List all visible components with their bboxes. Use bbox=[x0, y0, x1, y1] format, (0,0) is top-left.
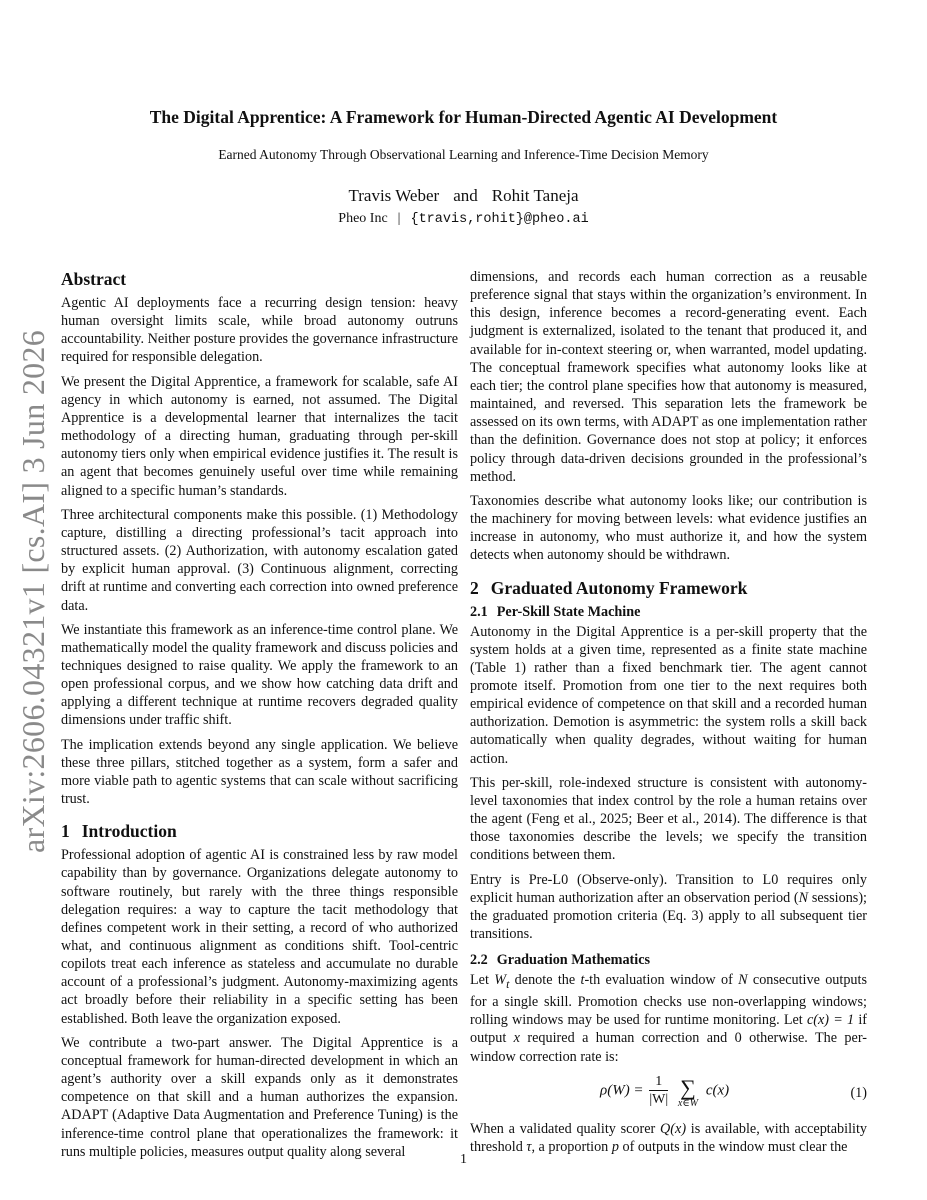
left-column bbox=[61, 268, 458, 1161]
math-expression: Q(x) bbox=[660, 1120, 687, 1137]
text-run: denote the bbox=[509, 972, 581, 989]
section-1-heading bbox=[61, 820, 458, 842]
intro-taxonomies-paragraph: Taxonomies describe what autonomy looks like; our contribution is the machinery for moving between levels: what evidence justifies an increase in autonomy, who must authorize it, and how the system detects when autonomy should be withdrawn. bbox=[470, 492, 867, 564]
text-run: if output bbox=[470, 1012, 867, 1047]
equation-1-formula bbox=[600, 1074, 729, 1108]
affiliation-org: Pheo Inc bbox=[338, 211, 388, 226]
section-2-number: 2 bbox=[470, 577, 479, 598]
paper-title: The Digital Apprentice: A Framework for Human-Directed Agentic AI Development bbox=[149, 107, 778, 127]
author-1: Travis Weber bbox=[348, 186, 440, 205]
equation-1-fraction bbox=[649, 1074, 668, 1108]
math-symbol: N bbox=[738, 972, 748, 989]
summation-sign bbox=[677, 1074, 699, 1109]
equation-1-rhs: c(x) bbox=[705, 1082, 730, 1099]
state-machine-paragraph-3 bbox=[470, 871, 867, 944]
graduation-paragraph-2 bbox=[470, 1120, 867, 1156]
abstract-paragraph-3: Three architectural components make this possible. (1) Methodology capture, distilling a directing professional’s tacit approach into structured assets. (2) Authorization, with autonomy escalation gated by explicit human approval. (3) Continuous alignment, correcting drift at runtime and converting each correction into owned preference data. bbox=[61, 506, 458, 614]
text-run: -th evaluation window of bbox=[584, 972, 739, 989]
math-expression: c(x) = 1 bbox=[806, 1012, 855, 1029]
affiliation-line bbox=[0, 211, 927, 227]
math-symbol: p bbox=[611, 1138, 619, 1155]
intro-continuation: dimensions, and records each human correction as a reusable preference signal that stays within the organization’s environment. In this design, inference becomes a record-generating event. Each judgment is externalized, isolated to the tenant that produced it, and available for in-context steering or, when warranted, model updating. The conceptual framework specifies what autonomy looks like at each tier; the control plane specifies how that autonomy is measured, maintained, and reversed. This separation lets the framework be assessed on its own terms, with ADAPT as one implementation rather than the definition. Governance does not stop at policy; it enforces policy through data-driven decisions grounded in the professional’s method. bbox=[470, 269, 867, 485]
abstract-paragraph-4: We instantiate this framework as an inference-time control plane. We mathematically model the quality framework and discuss policies and techniques designed to raise quality. We apply the framework to an open professional corpus, and we show how catching data drift and applying a different technique at runtime recovers degraded quality dimensions under traffic shift. bbox=[61, 621, 458, 729]
math-symbol: N bbox=[798, 889, 809, 906]
paper-subtitle: Earned Autonomy Through Observational Learning and Inference-Time Decision Memory bbox=[218, 147, 709, 162]
author-and: and bbox=[453, 186, 478, 205]
summation-index: x∈W bbox=[677, 1097, 699, 1109]
abstract-paragraph-2: We present the Digital Apprentice, a framework for scalable, safe AI agency in which autonomy is earned, not assumed. The Digital Apprentice is a developmental learner that internalizes the tacit methodology of a directing human, graduating through per-skill autonomy tiers only when empirical evidence justifies it. The result is an agent that becomes genuinely useful over time while remaining aligned to a specific human’s standards. bbox=[61, 373, 458, 499]
arxiv-stamp: arXiv:2606.04321v1 [cs.AI] 3 Jun 2026 bbox=[15, 329, 51, 853]
subsection-2-1-number: 2.1 bbox=[470, 603, 488, 620]
math-symbol: t bbox=[580, 972, 585, 989]
author-line bbox=[0, 186, 927, 206]
subsection-2-2-title: Graduation Mathematics bbox=[496, 952, 651, 969]
author-2: Rohit Taneja bbox=[491, 186, 579, 205]
math-symbol: W bbox=[494, 972, 507, 989]
intro-paragraph-1: Professional adoption of agentic AI is constrained less by raw model capability than by governance. Organizations delegate autonomy to software routinely, but rarely with the three things responsible delegation requires: a way to capture the tacit methodology that defines competent work in their setting, a record of who authorized what, and continuous alignment as conditions shift. Tool-centric copilots treat each inference as stateless and accumulate no durable account of a professional’s judgment. Autonomy-maximizing agents act broadly before their reliability in a specific setting has been established. Both leave the organization exposed. bbox=[61, 847, 458, 1027]
section-1-number: 1 bbox=[61, 821, 70, 842]
section-2-title: Graduated Autonomy Framework bbox=[490, 577, 748, 598]
text-run: When a validated quality scorer bbox=[470, 1120, 661, 1137]
math-symbol: τ bbox=[526, 1138, 532, 1155]
abstract-heading: Abstract bbox=[61, 269, 127, 289]
sigma-symbol: ∑ bbox=[680, 1074, 696, 1100]
subsection-2-1-title: Per-Skill State Machine bbox=[496, 603, 641, 620]
state-machine-paragraph-2: This per-skill, role-indexed structure is consistent with autonomy-level taxonomies that index control by the role a human retains over the agent (Feng et al., 2025; Beer et al., 2014). The difference is that those taxonomies describe the levels; we specify the transition conditions between them. bbox=[470, 774, 867, 864]
right-column bbox=[470, 268, 867, 1156]
graduation-paragraph-1 bbox=[470, 971, 867, 1066]
equation-1-lhs: ρ(W) = bbox=[600, 1082, 644, 1099]
text-run: sessions); the graduated promotion criteria (Eq. 3) apply to all subsequent tier transitions. bbox=[470, 889, 867, 942]
intro-paragraph-2: We contribute a two-part answer. The Digital Apprentice is a conceptual framework for human-directed development in which an agent’s authority over a skill expands only as it demonstrates competence on that skill and a human authorizes the expansion. ADAPT (Adaptive Data Augmentation and Preference Tuning) is the inference-time control plane that operationalizes the framework: it runs multiple policies, measures output quality along several bbox=[61, 1034, 458, 1160]
math-subscript: t bbox=[506, 976, 510, 991]
fraction-numerator: 1 bbox=[649, 1074, 668, 1091]
text-run: , a proportion bbox=[531, 1138, 612, 1155]
state-machine-paragraph-1: Autonomy in the Digital Apprentice is a per-skill property that the system holds at a given time, represented as a finite state machine (Table 1) rather than a fixed benchmark tier. The agent cannot promote itself. Promotion from one tier to the next requires both empirical evidence of competence on that skill and a recorded human authorization. Demotion is asymmetric: the system rolls a skill back automatically when quality degrades, without waiting for human action. bbox=[470, 623, 867, 767]
arxiv-stamp-container bbox=[12, 329, 58, 855]
text-run: Let bbox=[470, 972, 495, 989]
page-number: 1 bbox=[460, 1152, 467, 1167]
equation-1 bbox=[470, 1070, 867, 1114]
author-email: {travis,rohit}@pheo.ai bbox=[410, 212, 589, 227]
section-1-title: Introduction bbox=[81, 821, 177, 842]
subsection-2-2-heading bbox=[470, 951, 867, 969]
equation-1-number: (1) bbox=[850, 1084, 867, 1101]
text-run: required a human correction and 0 otherwise. The per-window correction rate is: bbox=[470, 1030, 867, 1065]
affiliation-separator: | bbox=[397, 211, 401, 226]
fraction-denominator: |W| bbox=[649, 1091, 669, 1107]
abstract-paragraph-5: The implication extends beyond any single application. We believe these three pillars, stitched together as a system, form a safer and more viable path to agentic systems that can scale without sacrificing trust. bbox=[61, 736, 458, 808]
section-2-heading bbox=[470, 577, 867, 599]
subsection-2-2-number: 2.2 bbox=[470, 952, 488, 969]
text-run: Entry is Pre-L0 (Observe-only). Transition to L0 requires only explicit human authorization after an observation period ( bbox=[470, 871, 867, 906]
math-symbol: x bbox=[513, 1030, 520, 1047]
text-run: consecutive outputs for a single skill. Promotion checks use non-overlapping windows; rolling windows may be used for runtime monitoring. Let bbox=[470, 972, 867, 1029]
text-run: is available, with acceptability threshold bbox=[470, 1120, 867, 1155]
text-run: of outputs in the window must clear the bbox=[618, 1138, 848, 1155]
subsection-2-1-heading bbox=[470, 603, 867, 621]
abstract-paragraph-1: Agentic AI deployments face a recurring design tension: heavy human oversight limits scale, while broad autonomy outruns accountability. Neither posture provides the governance infrastructure required for responsible delegation. bbox=[61, 295, 458, 366]
